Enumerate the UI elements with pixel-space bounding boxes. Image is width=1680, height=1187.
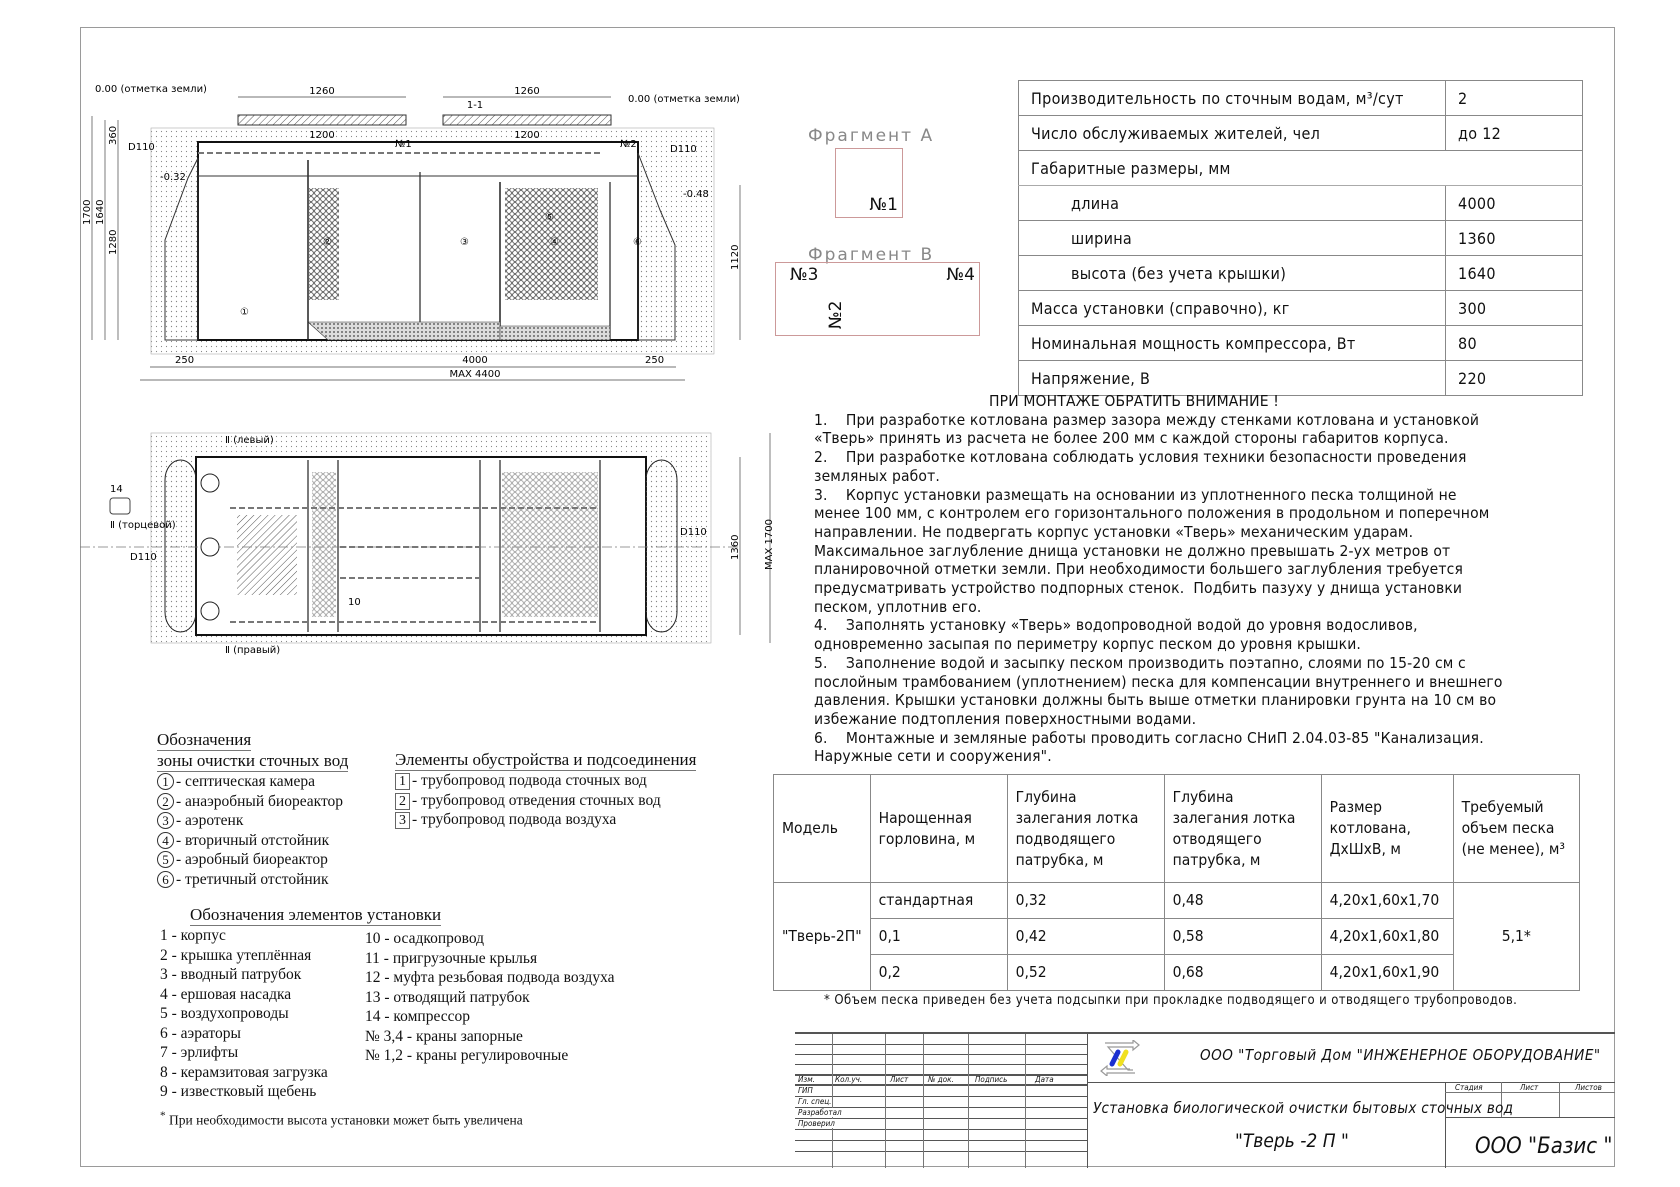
spec-row: Номинальная мощность компрессора, Вт 80 [1019, 326, 1583, 361]
svg-text:4000: 4000 [462, 355, 488, 366]
svg-text:1260: 1260 [514, 86, 540, 97]
legend-item: 3 - трубопровод подвода воздуха [395, 810, 696, 830]
note-line: 4. Заполнять установку «Тверь» водопроводной водой до уровня водосливов, [814, 616, 1418, 635]
svg-text:D110: D110 [680, 527, 707, 538]
spec-row: Масса установки (справочно), кг 300 [1019, 291, 1583, 326]
fragment-a-title: Фрагмент А [808, 126, 935, 146]
valve-label-4: №4 [946, 265, 975, 285]
legend-title: Обозначения элементов установки [190, 905, 442, 924]
fragment-b-title: Фрагмент В [808, 245, 935, 265]
legend-connections [395, 750, 696, 830]
note-line: Наружные сети и сооружения". [814, 747, 1052, 766]
legend-zones [157, 730, 348, 889]
svg-text:1260: 1260 [309, 86, 335, 97]
legend-item: № 3,4 - краны запорные [365, 1027, 523, 1045]
sand-footnote: * Объем песка приведен без учета подсыпки при прокладке подводящего и отводящего трубопроводов. [824, 993, 1518, 1008]
legend-item: 3 - вводный патрубок [160, 966, 302, 983]
svg-text:1280: 1280 [108, 229, 119, 255]
note-line: планировочной отметки земли. При необходимости большего заглубления требуется [814, 560, 1464, 579]
legend-item: 6 - аэраторы [160, 1024, 241, 1042]
title-block: Изм. Кол.уч. Лист № док. Подпись Дата ГИП Гл. спец. Разработал Проверил ООО "Торговый Дом "ИНЖЕНЕРНОЕ ОБОРУДОВАНИЕ" Стадия Лист Листов Установка биологической очистки бытовых сточных вод "Тверь -2 П " ООО "Базис " [795, 1032, 1615, 1168]
legend-elements: Обозначения элементов установки 1 - корпус 2 - крышка утеплённая 3 - вводный патрубок 4 - ершовая насадка 5 - воздухопроводы 6 - аэраторы 7 - эрлифты 8 - керамзитовая загрузка 9 - известковый щебень 10 - осадкопровод 11 - пригрузочные крылья 12 - муфта резьбовая подвода воздуха 13 - отводящий патрубок 14 - компрессор № 3,4 - краны запорные № 1,2 - краны регулировочные * При необходимости высота установки может быть увеличена [160, 905, 615, 1127]
legend-item: 8 - керамзитовая загрузка [160, 1063, 328, 1081]
valve-label-3: №3 [790, 265, 819, 285]
note-line: 1. При разработке котлована размер зазора между стенками котлована и установкой [814, 410, 1480, 429]
spec-row: ширина 1360 [1019, 221, 1583, 256]
svg-text:D110: D110 [128, 142, 155, 153]
legend-subtitle: зоны очистки сточных вод [157, 751, 349, 770]
note-line: 5. Заполнение водой и засыпку песком производить поэтапно, слоями по 15-20 см с [814, 653, 1466, 672]
legend-item: № 1,2 - краны регулировочные [365, 1047, 569, 1064]
legend-item: 7 - эрлифты [160, 1044, 239, 1061]
svg-text:0.00 (отметка земли): 0.00 (отметка земли) [628, 94, 740, 105]
legend-item: 2 - анаэробный биореактор [157, 792, 348, 812]
svg-text:1200: 1200 [309, 130, 335, 141]
height-footnote: При необходимости высота установки может быть увеличена [169, 1112, 523, 1127]
note-line: направлении. Не подвергать корпус установки «Тверь» механическим ударам. [814, 522, 1414, 541]
firm-name: ООО "Базис " [1475, 1134, 1613, 1159]
note-line: песком, уплотнив его. [814, 597, 982, 616]
spec-row: Габаритные размеры, мм [1019, 151, 1583, 186]
svg-text:Ⅱ (правый): Ⅱ (правый) [225, 645, 281, 656]
section-view-drawing [80, 70, 780, 420]
svg-text:②: ② [323, 237, 332, 248]
spec-row: высота (без учета крышки) 1640 [1019, 256, 1583, 291]
installation-notes [814, 392, 1554, 766]
legend-item: 12 - муфта резьбовая подвода воздуха [365, 969, 615, 986]
legend-item: 4 - ершовая насадка [160, 985, 292, 1003]
company-logo [1100, 1040, 1140, 1076]
svg-text:1700: 1700 [82, 199, 93, 225]
note-line: земляных работ. [814, 466, 940, 485]
legend-item: 5 - аэробный биореактор [157, 850, 348, 870]
legend-item: 13 - отводящий патрубок [365, 988, 530, 1006]
legend-item: 2 - трубопровод отведения сточных вод [395, 791, 696, 811]
note-line: предусматривать устройство подпорных стенок. Подбить пазуху у днища установки [814, 579, 1463, 598]
legend-item: 11 - пригрузочные крылья [365, 949, 538, 967]
svg-text:Ⅱ (торцевой): Ⅱ (торцевой) [110, 520, 176, 531]
company-name: ООО "Торговый Дом "ИНЖЕНЕРНОЕ ОБОРУДОВАНИЕ" [1200, 1046, 1601, 1064]
fragment-b-box [775, 262, 980, 336]
table-row: "Тверь-2П" стандартная 0,32 0,48 4,20x1,60x1,70 5,1* [774, 883, 1580, 919]
valve-label-2: №2 [826, 300, 846, 329]
spec-row: Число обслуживаемых жителей, чел до 12 [1019, 116, 1583, 151]
note-line: 2. При разработке котлована соблюдать условия техники безопасности проведения [814, 448, 1467, 467]
svg-text:10: 10 [348, 597, 361, 608]
legend-item: 2 - крышка утеплённая [160, 946, 312, 964]
table-row: 0,1 0,42 0,58 4,20x1,60x1,80 [774, 919, 1580, 955]
svg-text:1200: 1200 [514, 130, 540, 141]
note-line: «Тверь» принять из расчета не более 200 мм с каждой стороны габаритов корпуса. [814, 429, 1449, 448]
excavation-depth-table: Модель Нарощенная горловина, м Глубина залегания лотка подводящего патрубка, м Глубина залегания лотка отводящего патрубка, м Размер котлована, ДхШхВ, м Требуемый объем песка (не менее), м³ "Тверь-2П" стандартная 0,32 0,48 4,20x1,60x1,70 5,1* 0,1 0,42 0,58 4,20x1,60x1,80 0,2 0,52 0,68 4,20x1,60x1,90 [773, 774, 1580, 991]
note-line: послойным трамбованием (уплотнением) песка для компенсации внутреннего и внешнего [814, 672, 1503, 691]
model-name: "Тверь -2 П " [1235, 1130, 1349, 1152]
svg-text:14: 14 [110, 484, 123, 495]
svg-text:Ⅱ (левый): Ⅱ (левый) [225, 435, 274, 446]
legend-item: 1 - септическая камера [157, 772, 348, 792]
table-row: 0,2 0,52 0,68 4,20x1,60x1,90 [774, 955, 1580, 991]
notes-title: ПРИ МОНТАЖЕ ОБРАТИТЬ ВНИМАНИЕ ! [989, 392, 1279, 410]
specifications-table [1018, 80, 1583, 396]
svg-text:D110: D110 [130, 552, 157, 563]
legend-item: 14 - компрессор [365, 1008, 470, 1025]
svg-text:360: 360 [108, 125, 119, 145]
legend-item: 3 - аэротенк [157, 811, 348, 831]
legend-item: 10 - осадкопровод [365, 930, 485, 947]
fragment-a-box [835, 148, 903, 218]
svg-text:№2: №2 [620, 139, 637, 150]
svg-text:250: 250 [645, 355, 665, 366]
note-line: давления. Крышки установки должны быть выше отметки планировки грунта на 10 см во [814, 691, 1497, 710]
svg-text:①: ① [240, 307, 249, 318]
svg-text:-0.32: -0.32 [160, 172, 186, 183]
revision-grid: Изм. Кол.уч. Лист № док. Подпись Дата ГИП Гл. спец. Разработал Проверил [795, 1034, 1088, 1168]
spec-row: длина 4000 [1019, 186, 1583, 221]
legend-title: Обозначения [157, 730, 252, 749]
note-line: 3. Корпус установки размещать на основании из уплотненного песка толщиной не [814, 485, 1457, 504]
legend-item: 1 - корпус [160, 927, 226, 944]
legend-title: Элементы обустройства и подсоединения [395, 750, 697, 769]
svg-text:0.00 (отметка земли): 0.00 (отметка земли) [95, 84, 207, 95]
svg-text:1-1: 1-1 [466, 100, 484, 111]
svg-text:④: ④ [550, 237, 559, 248]
svg-text:③: ③ [460, 237, 469, 248]
valve-label-1: №1 [869, 195, 898, 215]
legend-item: 9 - известковый щебень [160, 1083, 317, 1100]
note-line: менее 100 мм, с контролем его горизонтального положения в продольном и поперечном [814, 504, 1490, 523]
note-line: избежание подтопления поверхностными водами. [814, 709, 1197, 728]
note-line: 6. Монтажные и земляные работы проводить согласно СНиП 2.04.03-85 "Канализация. [814, 728, 1484, 747]
note-line: Максимальное заглубление днища установки не должно превышать 2-ух метров от [814, 541, 1451, 560]
note-line: одновременно засыпая по периметру корпус песком до уровня крышки. [814, 635, 1361, 654]
svg-text:1640: 1640 [95, 199, 106, 225]
legend-item: 4 - вторичный отстойник [157, 831, 348, 851]
spec-row: Производительность по сточным водам, м³/сут 2 [1019, 81, 1583, 116]
legend-item: 1 - трубопровод подвода сточных вод [395, 771, 696, 791]
svg-text:-0.48: -0.48 [683, 189, 709, 200]
svg-text:MAX 4400: MAX 4400 [449, 369, 501, 380]
project-name: Установка биологической очистки бытовых сточных вод [1093, 1099, 1514, 1117]
svg-text:1360: 1360 [730, 534, 741, 560]
svg-text:250: 250 [175, 355, 195, 366]
svg-text:MAX 1700: MAX 1700 [764, 519, 775, 570]
svg-text:1120: 1120 [730, 244, 741, 270]
svg-text:№1: №1 [395, 139, 412, 150]
plan-view-drawing [80, 420, 800, 670]
legend-item: 6 - третичный отстойник [157, 870, 348, 890]
svg-text:⑥: ⑥ [633, 237, 642, 248]
svg-text:D110: D110 [670, 144, 697, 155]
spec-row: Напряжение, В 220 [1019, 361, 1583, 396]
legend-item: 5 - воздухопроводы [160, 1005, 289, 1022]
svg-text:⑤: ⑤ [545, 212, 554, 223]
